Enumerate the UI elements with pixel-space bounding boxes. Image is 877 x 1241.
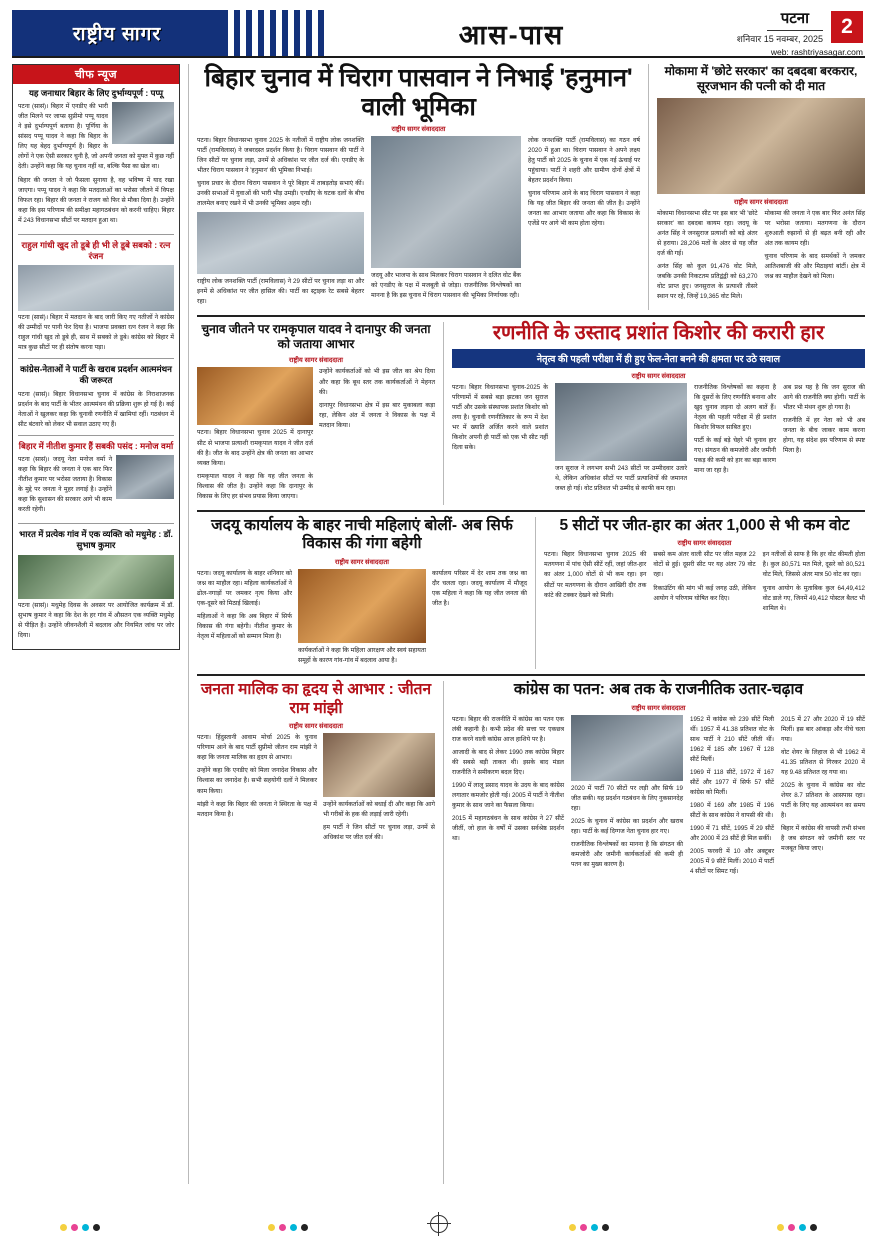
congress-para: 2025 के चुनाव में कांग्रेस का प्रदर्शन और खराब रहा। पार्टी के कई दिग्गज नेता चुनाव हार गए। xyxy=(571,817,683,835)
column-divider xyxy=(443,681,444,1184)
chief-news-header: चीफ न्यूज xyxy=(13,65,179,84)
pk-para: पार्टी के कई बड़े चेहरे भी चुनाव हार गए। संगठन की कमजोरी और जमीनी पकड़ की कमी को हार का बड़ा कारण माना जा रहा है। xyxy=(694,437,776,475)
pk-headline: रणनीति के उस्ताद प्रशांत किशोर की करारी हार xyxy=(492,322,825,345)
brief-title: कांग्रेस-नेताओं ने पार्टी के खराब प्रदर्शन आत्ममंथन की जरूरत xyxy=(20,364,172,386)
color-dots-left xyxy=(60,1224,100,1231)
jdu-para: कार्यालय परिसर में देर शाम तक जश्न का दौर चलता रहा। जदयू कार्यालय में मौजूद एक महिला ने कहा कि यह जीत जनता की जीत है। xyxy=(432,569,527,608)
brief-text: पटना (सासं)। बिहार में मतदान के बाद जारी किए गए नतीजों ने कांग्रेस की उम्मीदों पर पानी फेर दिया है। भाजपा प्रवक्ता रत्न रंजन ने कहा कि राहुल गांधी खुद तो डूबे ही, साथ में सबको ले डूबे। कांग्रेस को बिहार में मात्र कुछ सीटों पर ही संतोष करना पड़ा। xyxy=(18,314,174,352)
congress-story xyxy=(452,681,865,1184)
margin-byline: राष्ट्रीय सागर संवाददाता xyxy=(677,540,732,548)
congress-headline: कांग्रेस का पतन: अब तक के राजनीतिक उतार-चढ़ाव xyxy=(513,681,804,699)
ramkripal-para: दानापुर विधानसभा क्षेत्र में इस बार मुकाबला कड़ा रहा, लेकिन अंत में जनता ने विकास के पक्ष में मतदान किया। xyxy=(319,401,435,429)
manjhi-para: उन्होंने कार्यकर्ताओं को बधाई दी और कहा कि आगे भी गरीबों के हक की लड़ाई जारी रहेगी। xyxy=(323,801,435,819)
ramkripal-para: पटना। बिहार विधानसभा चुनाव 2025 में दानापुर सीट से भाजपा प्रत्याशी रामकृपाल यादव ने जीत दर्ज की है। जीत के बाद उन्होंने क्षेत्र की जनता का आभार व्यक्त किया। xyxy=(197,429,313,467)
pk-photo xyxy=(555,383,687,461)
lead-byline: राष्ट्रीय सागर संवाददाता xyxy=(391,126,446,133)
brief-text: पटना (सासं)। बिहार में एनडीए की भारी जीत मिलने पर जाप्स सुप्रीमो पप्पू यादव ने इसे दुर्भाग्यपूर्ण बताया है। पूर्णिया के सांसद पप्पू यादव ने कहा कि बिहार के लिए यह बेहद दुर्भाग्यपूर्ण है। बिहार के लोगों ने एक ऐसी सरकार चुनी है, जो अपनी जनता को मुफ्त में कुछ नहीं देती। उन्होंने कहा कि यह चुनाव नहीं था, बल्कि पैसा का खेल था। xyxy=(18,103,174,171)
congress-para: 2005 फरवरी में 10 और अक्टूबर 2005 में 9 सीटें मिलीं। 2010 में पार्टी 4 सीटों पर सिमट गई। xyxy=(690,848,774,876)
congress-para: 2015 में 27 और 2020 में 19 सीटें मिलीं। इस बार आंकड़ा और नीचे चला गया। xyxy=(781,715,865,743)
brief-title: राहुल गांधी खुद तो डूबे ही भी ले डूबे सबको : रत्न रंजन xyxy=(21,239,171,261)
website-url[interactable] xyxy=(771,47,863,57)
chief-brief-5 xyxy=(18,529,174,641)
congress-para: 2025 के चुनाव में कांग्रेस का वोट शेयर 8.7 प्रतिशत के आसपास रहा। पार्टी के लिए यह आत्ममंथन का समय है। xyxy=(781,781,865,820)
pk-story xyxy=(452,322,865,504)
margin-headline: 5 सीटों पर जीत-हार का अंतर 1,000 से भी कम वोट xyxy=(559,516,850,534)
main-content xyxy=(197,64,865,1184)
pk-para: राजनीतिक विश्लेषकों का कहना है कि दूसरों के लिए रणनीति बनाना और खुद चुनाव लड़ना दो अलग बातें हैं। नेतृत्व की पहली परीक्षा में ही प्रशांत किशोर विफल साबित हुए। xyxy=(694,384,776,432)
mokama-photo xyxy=(657,98,865,194)
pk-byline: राष्ट्रीय सागर संवाददाता xyxy=(631,373,686,381)
brief-text: पटना (सासं)। बिहार विधानसभा चुनाव में कांग्रेस के निराशाजनक प्रदर्शन के बाद पार्टी के भीतर आत्ममंथन की प्रक्रिया शुरू हो गई है। कई नेताओं ने खुलकर कहा कि चुनावी रणनीति में खामियां रहीं। गठबंधन में सीट बंटवारे को लेकर भी सवाल उठाए गए हैं। xyxy=(18,390,174,428)
congress-para: 1980 में 169 और 1985 में 196 सीटों के साथ कांग्रेस ने वापसी की थी। xyxy=(690,802,774,820)
page-number: 2 xyxy=(831,11,863,43)
page-grid xyxy=(12,64,865,1184)
lead-para: लोक जनशक्ति पार्टी (रामविलास) का गठन वर्ष 2020 में हुआ था। चिराग पासवान ने अपने लक्ष्य हेतु पार्टी को 2025 के चुनाव में एक नई ऊंचाई पर पहुंचाया। पार्टी ने शहरी और ग्रामीण दोनों क्षेत्रों में बेहतर प्रदर्शन किया। xyxy=(528,137,640,185)
jdu-para: महिलाओं ने कहा कि अब बिहार में सिर्फ विकास की गंगा बहेगी। नीतीश कुमार के नेतृत्व में महिलाओं को सम्मान मिला है। xyxy=(197,613,292,641)
mokama-headline: मोकामा में 'छोटे सरकार' का दबदबा बरकरार, सूरजभान की पत्नी को दी मात xyxy=(664,64,858,93)
brief-title: यह जनाधार बिहार के लिए दुर्भाग्यपूर्ण : पप्पू xyxy=(28,88,164,98)
margin-story xyxy=(544,517,865,669)
manjhi-para: हम पार्टी ने जिन सीटों पर चुनाव लड़ा, उनमें से अधिकांश पर जीत दर्ज की। xyxy=(323,824,435,842)
congress-para: बिहार में कांग्रेस की वापसी तभी संभव है जब संगठन को जमीनी स्तर पर मजबूत किया जाए। xyxy=(781,825,865,853)
congress-para: 1952 में कांग्रेस को 239 सीटें मिली थीं। 1957 में 41.38 प्रतिशत वोट के साथ पार्टी ने 210 सीटें जीती थीं। 1962 में 185 और 1967 में 128 सीटें मिलीं। xyxy=(690,715,774,763)
masthead-logo xyxy=(12,10,222,56)
ramkripal-byline: राष्ट्रीय सागर संवाददाता xyxy=(288,357,344,365)
manjhi-para: पटना। हिंदुस्तानी आवाम मोर्चा 2025 के चुनाव परिणाम आने के बाद पार्टी सुप्रीमो जीतन राम मांझी ने कहा कि जनता मालिक का हृदय से आभार। xyxy=(197,734,317,762)
pk-para: जन सुराज ने लगभग सभी 243 सीटों पर उम्मीदवार उतारे थे, लेकिन अधिकांश सीटों पर पार्टी प्रत्याशियों की जमानत जब्त हो गई। वोट प्रतिशत भी उम्मीद से काफी कम रहा। xyxy=(555,465,687,493)
masthead xyxy=(12,10,865,58)
pk-para: पटना। बिहार विधानसभा चुनाव-2025 के परिणामों में सबसे बड़ा झटका जन सुराज पार्टी और उसके संस्थापक प्रशांत किशोर को लगा है। चुनावी रणनीतिकार के रूप में देश भर में ख्याति अर्जित करने वाले प्रशांत किशोर अपनी ही पार्टी को एक भी सीट नहीं दिला सके। xyxy=(452,384,548,452)
masthead-right xyxy=(693,10,865,56)
column-divider xyxy=(648,64,649,310)
pk-para: राजनीति में हर नेता को भी अब जनता के बीच जाकर काम करना होगा, यह संदेश इस परिणाम से स्पष्ट मिला है। xyxy=(783,417,865,455)
lead-para: राष्ट्रीय लोक जनशक्ति पार्टी (रामविलास) ने 29 सीटों पर चुनाव लड़ा था और इनमें से अधिकांश पर जीत हासिल की। पार्टी का स्ट्राइक रेट सबसे बेहतर रहा। xyxy=(197,278,364,306)
jdu-para: पटना। जदयू कार्यालय के बाहर शनिवार को जश्न का माहौल रहा। महिला कार्यकर्ताओं ने ढोल-नगाड़ों पर जमकर नृत्य किया और एक-दूसरे को मिठाई खिलाई। xyxy=(197,569,292,608)
lead-para: जदयू और भाजपा के साथ मिलकर चिराग पासवान ने दलित वोट बैंक को एनडीए के पक्ष में मजबूती से जोड़ा। राजनीतिक विश्लेषकों का मानना है कि इस चुनाव में चिराग पासवान की भूमिका निर्णायक रही। xyxy=(371,272,521,300)
pk-sub-headline: नेतृत्व की पहली परीक्षा में ही हुए फेल-नेता बनने की क्षमता पर उठे सवाल xyxy=(452,349,865,368)
jdu-byline: राष्ट्रीय सागर संवाददाता xyxy=(334,558,390,566)
lead-photo-secondary xyxy=(197,212,364,274)
congress-para: आजादी के बाद से लेकर 1990 तक कांग्रेस बिहार की सबसे बड़ी ताकत थी। इसके बाद मंडल राजनीति ने समीकरण बदल दिए। xyxy=(452,748,564,776)
lead-photo-main xyxy=(371,136,521,268)
manjhi-photo xyxy=(323,733,435,797)
margin-para: रिकाउंटिंग की मांग भी कई जगह उठी, लेकिन आयोग ने परिणाम घोषित कर दिए। xyxy=(653,584,756,602)
lead-para: पटना। बिहार विधानसभा चुनाव 2025 के नतीजों में राष्ट्रीय लोक जनशक्ति पार्टी (रामविलास) ने जबरदस्त प्रदर्शन किया है। चिराग पासवान की पार्टी ने जिन सीटों पर चुनाव लड़ा, उनमें से अधिकांश पर जीत दर्ज की। एनडीए के भीतर चिराग पासवान ने 'हनुमान' की भूमिका निभाई। xyxy=(197,137,364,175)
brief-text-2: बिहार की जनता ने जो फैसला सुनाया है, वह भविष्य में याद रखा जाएगा। पप्पू यादव ने कहा कि मतदाताओं का भरोसा जीतने में विपक्ष विफल रहा। बिहार की जनता ने राजग को फिर से मौका दिया है। उन्होंने कहा कि इस परिणाम की समीक्षा महागठबंधन को करनी चाहिए। बिहार में 243 विधानसभा सीटों पर मतदान हुआ था। xyxy=(18,176,174,224)
ramkripal-photo xyxy=(197,367,313,425)
brief-text: पटना (सासं)। जदयू नेता मनोज वर्मा ने कहा कि बिहार की जनता ने एक बार फिर नीतीश कुमार पर भरोसा जताया है। विकास के मुद्दे पर जनता ने मुहर लगाई है। उन्होंने कहा कि सुशासन की सरकार आगे भी काम करती रहेगी। xyxy=(18,455,112,514)
lead-para: चुनाव प्रचार के दौरान चिराग पासवान ने पूरे बिहार में ताबड़तोड़ सभाएं कीं। उनकी सभाओं में युवाओं की भारी भीड़ उमड़ी। एनडीए के घटक दलों के बीच तालमेल बनाए रखने में भी उनकी भूमिका अहम रही। xyxy=(197,180,364,208)
masthead-section xyxy=(330,10,693,56)
jdu-story xyxy=(197,517,527,669)
lead-story xyxy=(197,64,640,310)
congress-para: 1990 में लालू प्रसाद यादव के उदय के बाद कांग्रेस लगातार कमजोर होती गई। 2005 में पार्टी ने नीतीश कुमार के साथ जाने का फैसला किया। xyxy=(452,781,564,810)
registration-mark-icon xyxy=(430,1215,448,1233)
congress-para: राजनीतिक विश्लेषकों का मानना है कि संगठन की कमजोरी और जमीनी कार्यकर्ताओं की कमी ही पतन का मुख्य कारण है। xyxy=(571,840,683,868)
mokama-para: मोकामा विधानसभा सीट पर इस बार भी 'छोटे सरकार' का दबदबा कायम रहा। जदयू के अनंत सिंह ने जनसुराज प्रत्याशी को बड़े अंतर से हराया। 28,206 मतों के अंतर से यह जीत दर्ज की गई। xyxy=(657,210,758,258)
brief-title: भारत में प्रत्येक गांव में एक व्यक्ति को मधुमेह : डॉ. सुभाष कुमार xyxy=(19,529,173,551)
mokama-para: मोकामा की जनता ने एक बार फिर अनंत सिंह पर भरोसा जताया। मतगणना के दौरान शुरुआती रुझानों से ही बढ़त बनी रही और अंत तक कायम रही। xyxy=(764,210,865,248)
section-title: आस-पास xyxy=(458,19,565,50)
print-registration-marks xyxy=(0,1215,877,1237)
margin-para: इन नतीजों से साफ है कि हर वोट कीमती होता है। कुल 80,571 मत मिले, दूसरे को 80,521 वोट मिले, जिससे अंतर मात्र 50 वोट का रहा। xyxy=(762,551,865,579)
congress-para: 1990 में 71 सीटें, 1995 में 29 सीटें और 2000 में 23 सीटें ही मिल सकीं। xyxy=(690,825,774,843)
congress-byline: राष्ट्रीय सागर संवाददाता xyxy=(631,704,686,712)
ramkripal-para: उन्होंने कार्यकर्ताओं को भी इस जीत का श्रेय दिया और कहा कि बूथ स्तर तक कार्यकर्ताओं ने मेहनत की। xyxy=(319,368,435,396)
jdu-para: कार्यकर्ताओं ने कहा कि महिला आरक्षण और स्वयं सहायता समूहों के कारण गांव-गांव में बदलाव आया है। xyxy=(298,646,426,665)
ramkripal-para: रामकृपाल यादव ने कहा कि यह जीत जनता के विश्वास की जीत है। उन्होंने कहा कि दानापुर के विकास के लिए हर संभव प्रयास किया जाएगा। xyxy=(197,472,313,500)
masthead-logo-text: राष्ट्रीय सागर xyxy=(72,24,162,45)
congress-para: 2015 में महागठबंधन के साथ कांग्रेस ने 27 सीटें जीतीं, जो हाल के वर्षों में उसका सर्वश्रेष्ठ प्रदर्शन था। xyxy=(452,815,564,843)
manjhi-para: मांझी ने कहा कि बिहार की जनता ने स्थिरता के पक्ष में मतदान किया है। xyxy=(197,800,317,818)
congress-para: 1969 में 118 सीटें, 1972 में 167 सीटें और 1977 में सिर्फ 57 सीटें कांग्रेस को मिलीं। xyxy=(690,768,774,796)
chief-news-column xyxy=(12,64,180,1184)
edition-city: पटना xyxy=(767,10,823,31)
column-divider xyxy=(188,64,189,1184)
chief-brief-4 xyxy=(18,441,174,518)
mokama-story xyxy=(657,64,865,310)
manjhi-story xyxy=(197,681,435,1184)
margin-para: पटना। बिहार विधानसभा चुनाव 2025 की मतगणना में पांच ऐसी सीटें रहीं, जहां जीत-हार का अंतर 1,000 वोटों से भी कम रहा। इन सीटों पर मतगणना के दौरान आखिरी दौर तक कांटे की टक्कर देखने को मिली। xyxy=(544,551,647,599)
brief-title: बिहार में नीतीश कुमार हैं सबकी पसंद : मनोज वर्मा xyxy=(18,440,174,451)
brief-photo xyxy=(18,265,174,311)
edition-date: शनिवार 15 नवम्बर, 2025 xyxy=(736,33,823,44)
chief-news-box xyxy=(12,64,180,650)
mokama-para: चुनाव परिणाम के बाद समर्थकों ने जमकर आतिशबाजी की और मिठाइयां बांटीं। क्षेत्र में जश्न का माहौल देखने को मिला। xyxy=(764,253,865,281)
chief-brief-3 xyxy=(18,364,174,430)
brief-text: पटना (सासं)। मधुमेह दिवस के अवसर पर आयोजित कार्यक्रम में डॉ. सुभाष कुमार ने कहा कि देश के हर गांव में औसतन एक व्यक्ति मधुमेह से पीड़ित है। उन्होंने जीवनशैली में बदलाव और नियमित जांच पर जोर दिया। xyxy=(18,601,174,639)
mokama-byline: राष्ट्रीय सागर संवाददाता xyxy=(733,199,789,206)
mokama-para: अनंत सिंह को कुल 91,476 वोट मिले, जबकि उनकी निकटतम प्रतिद्वंद्वी को 63,270 वोट प्राप्त हुए। जनसुराज के प्रत्याशी तीसरे स्थान पर रहे, जिन्हें 19,365 वोट मिले। xyxy=(657,263,758,301)
color-dots-right xyxy=(777,1224,817,1231)
manjhi-para: उन्होंने कहा कि एनडीए को मिला जनादेश विकास और विश्वास का जनादेश है। सभी सहयोगी दलों ने मिलकर काम किया। xyxy=(197,767,317,795)
brief-photo xyxy=(116,455,174,499)
margin-para: सबसे कम अंतर वाली सीट पर जीत महज 22 वोटों से हुई। दूसरी सीट पर यह अंतर 79 वोट रहा। xyxy=(653,551,756,579)
column-divider xyxy=(535,517,536,669)
chief-brief-2 xyxy=(18,240,174,354)
brief-photo xyxy=(18,555,174,599)
ramkripal-headline: चुनाव जीतने पर रामकृपाल यादव ने दानापुर की जनता को जताया आभार xyxy=(201,322,431,352)
web-label: web: xyxy=(770,47,789,57)
congress-para: 2020 में पार्टी 70 सीटों पर लड़ी और सिर्फ 19 जीत सकी। यह प्रदर्शन गठबंधन के लिए नुकसानदेह रहा। xyxy=(571,784,683,812)
jdu-headline: जदयू कार्यालय के बाहर नाची महिलाएं बोलीं- अब सिर्फ विकास की गंगा बहेगी xyxy=(211,516,513,553)
web-address: rashtriyasagar.com xyxy=(791,47,863,57)
margin-para: चुनाव आयोग के मुताबिक कुल 64,49,412 वोट डाले गए, जिनमें 49,412 पोस्टल बैलट भी शामिल थे। xyxy=(762,584,865,612)
congress-para: पटना। बिहार की राजनीति में कांग्रेस का पतन एक लंबी कहानी है। कभी प्रदेश की सत्ता पर एकछत्र राज करने वाली कांग्रेस आज हाशिये पर है। xyxy=(452,715,564,743)
masthead-stripes xyxy=(222,10,330,56)
chief-brief-1 xyxy=(18,88,174,229)
color-dots-mid-left xyxy=(268,1224,308,1231)
manjhi-byline: राष्ट्रीय सागर संवाददाता xyxy=(288,723,344,731)
congress-photo xyxy=(571,715,683,781)
lead-para: चुनाव परिणाम आने के बाद चिराग पासवान ने कहा कि यह जीत बिहार की जनता की जीत है। उन्होंने जनता का आभार जताया और कहा कि विकास के एजेंडे पर आगे भी काम होता रहेगा। xyxy=(528,190,640,228)
ramkripal-story xyxy=(197,322,435,504)
pk-para: अब प्रश्न यह है कि जन सुराज की आगे की राजनीति क्या होगी। पार्टी के भीतर भी मंथन शुरू हो गया है। xyxy=(783,384,865,412)
lead-headline: बिहार चुनाव में चिराग पासवान ने निभाई 'हनुमान' वाली भूमिका xyxy=(204,64,633,121)
color-dots-mid-right xyxy=(569,1224,609,1231)
jdu-photo xyxy=(298,569,426,643)
column-divider xyxy=(443,322,444,504)
congress-para: वोट शेयर के लिहाज से भी 1962 में 41.35 प्रतिशत से गिरकर 2020 में यह 9.48 प्रतिशत रह गया था। xyxy=(781,748,865,776)
manjhi-headline: जनता मालिक का हृदय से आभार : जीतन राम मांझी xyxy=(200,681,432,717)
brief-photo xyxy=(112,102,174,144)
